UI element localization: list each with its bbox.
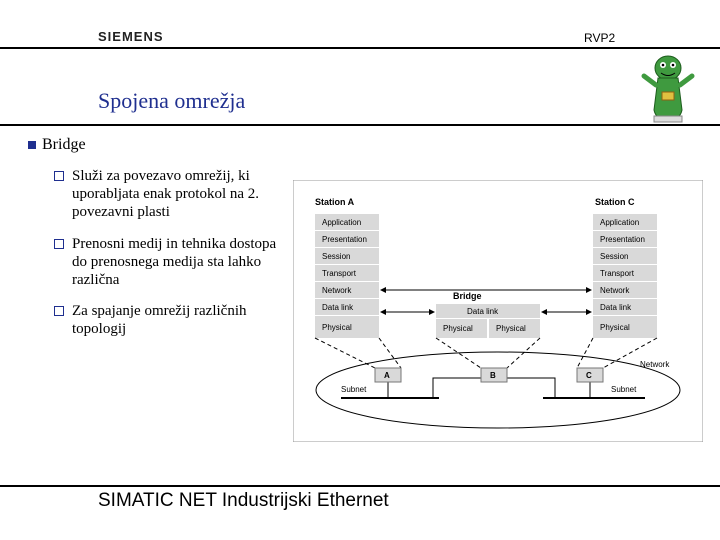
sub-item-text: Prenosni medij in tehnika dostopa do prenosnega medija sta lahko različna [72, 236, 277, 288]
sub-item [54, 235, 294, 289]
layer-label: Physical [600, 323, 630, 332]
layer-label: Presentation [322, 235, 367, 244]
bullet-square-icon [28, 141, 36, 149]
layer-label: Session [322, 252, 351, 261]
node-a-label: A [384, 371, 390, 380]
top-divider [0, 47, 720, 49]
checkbox-bullet-icon [54, 171, 64, 181]
layer-label: Transport [600, 269, 634, 278]
footer-text: SIMATIC NET Industrijski Ethernet [98, 490, 389, 511]
sub-item-text: Za spajanje omrežij različnih topologij [72, 303, 247, 337]
main-bullet-text: Bridge [42, 136, 86, 153]
station-a-label: Station A [315, 197, 355, 207]
layer-label: Application [600, 218, 640, 227]
layer-label: Transport [322, 269, 356, 278]
bridge-osi-diagram [293, 180, 703, 442]
title-divider [0, 124, 720, 126]
layer-label: Network [322, 286, 352, 295]
bottle-mascot-icon [640, 50, 696, 124]
bridge-label: Bridge [453, 291, 482, 301]
sub-item [54, 302, 294, 338]
station-a-stack [315, 214, 379, 338]
layer-label: Physical [322, 323, 352, 332]
checkbox-bullet-icon [54, 239, 64, 249]
subnet-right-label: Subnet [611, 385, 637, 394]
checkbox-bullet-icon [54, 306, 64, 316]
station-c-label: Station C [595, 197, 635, 207]
layer-label: Network [600, 286, 630, 295]
node-c-label: C [586, 371, 592, 380]
sub-item [54, 167, 294, 221]
network-label: Network [640, 360, 670, 369]
layer-label: Presentation [600, 235, 645, 244]
layer-label: Session [600, 252, 629, 261]
siemens-logo: SIEMENS [98, 29, 164, 44]
sub-item-text: Služi za povezavo omrežij, ki uporabljata enak protokol na 2. povezavni plasti [72, 168, 260, 220]
bridge-physical-label: Physical [496, 324, 526, 333]
slide-title: Spojena omrežja [98, 88, 246, 113]
layer-label: Data link [600, 303, 632, 312]
slide-code: RVP2 [584, 31, 616, 45]
bridge-datalink-label: Data link [467, 307, 499, 316]
bridge-physical-label: Physical [443, 324, 473, 333]
layer-label: Application [322, 218, 362, 227]
subnet-left-label: Subnet [341, 385, 367, 394]
node-b-label: B [490, 371, 496, 380]
station-c-stack [593, 214, 657, 338]
main-bullet [28, 136, 86, 154]
footer-divider [0, 485, 720, 487]
layer-label: Data link [322, 303, 354, 312]
